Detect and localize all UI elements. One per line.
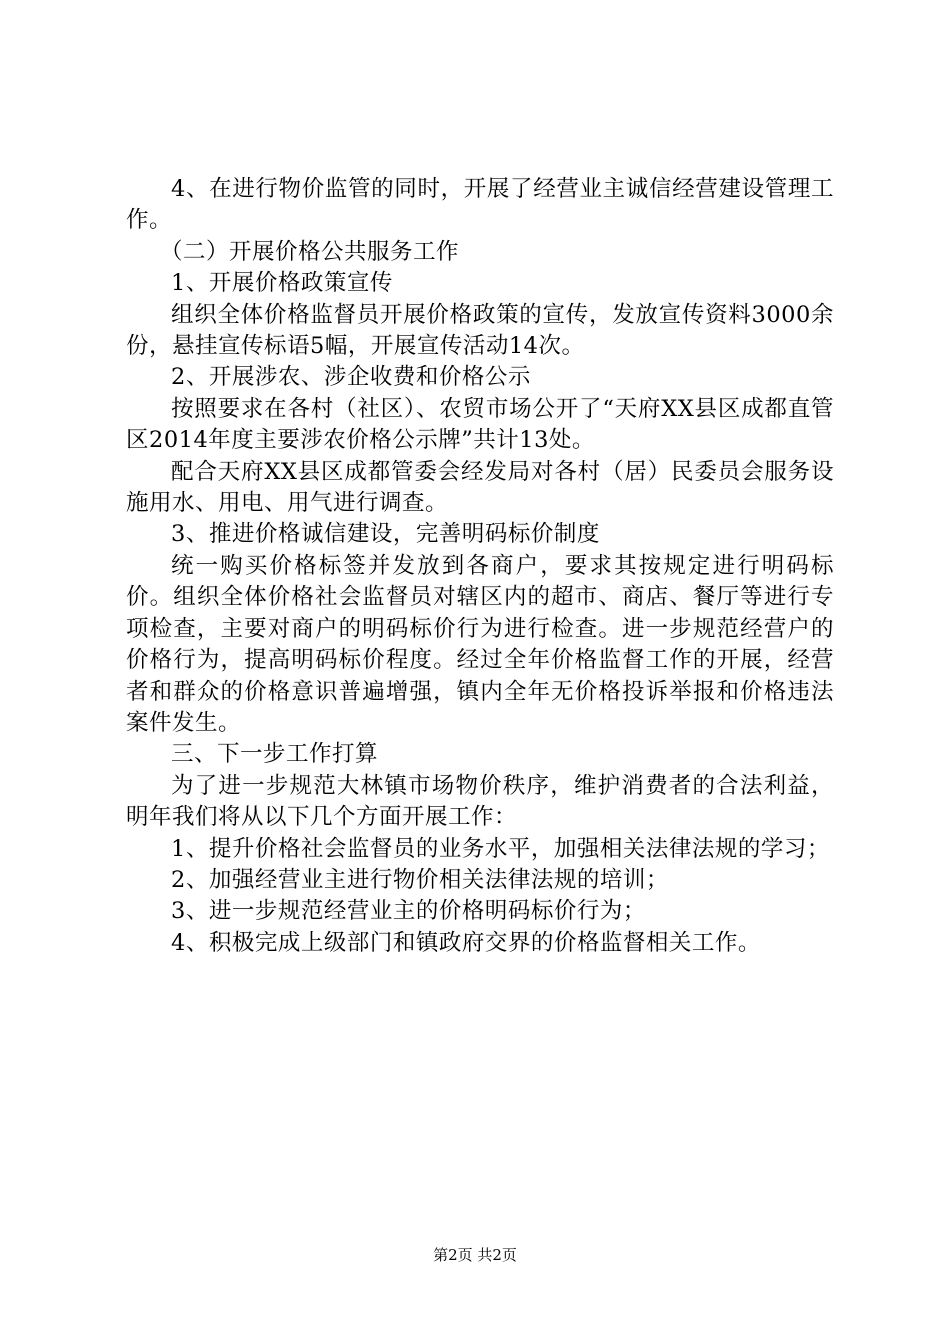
subheading-price-integrity: 3、推进价格诚信建设，完善明码标价制度 [171, 521, 600, 548]
paragraph-credit-management: 4、在进行物价监管的同时，开展了经营业主诚信经营建设管理工作。 [126, 176, 834, 234]
section-heading-public-service: （二）开展价格公共服务工作 [160, 238, 460, 265]
list-item-next-step-3: 3、进一步规范经营业主的价格明码标价行为； [171, 898, 646, 925]
document-body [126, 174, 834, 959]
list-item-next-step-2: 2、加强经营业主进行物价相关法律法规的培训； [171, 866, 669, 893]
paragraph-policy-publicity: 组织全体价格监督员开展价格政策的宣传，发放宣传资料3000余份，悬挂宣传标语5幅，开展宣传活动14次。 [126, 301, 834, 360]
paragraph-fee-disclosure: 按照要求在各村（社区）、农贸市场公开了“天府XX县区成都直管区2014年度主要涉农价格公示牌”共计13处。 [126, 395, 834, 454]
subheading-fee-disclosure: 2、开展涉农、涉企收费和价格公示 [171, 364, 531, 391]
list-item-next-step-1: 1、提升价格社会监督员的业务水平，加强相关法律法规的学习； [171, 835, 830, 862]
subheading-policy-publicity: 1、开展价格政策宣传 [171, 270, 393, 297]
paragraph-next-steps-intro: 为了进一步规范大林镇市场物价秩序，维护消费者的合法利益，明年我们将从以下几个方面开展工作： [126, 772, 834, 831]
paragraph-utility-survey: 配合天府XX县区成都管委会经发局对各村（居）民委员会服务设施用水、用电、用气进行调查。 [126, 458, 834, 517]
paragraph-price-integrity: 统一购买价格标签并发放到各商户，要求其按规定进行明码标价。组织全体价格社会监督员对辖区内的超市、商店、餐厅等进行专项检查，主要对商户的明码标价行为进行检查。进一步规范经营户的价格行为，提高明码标价程度。经过全年价格监督工作的开展，经营者和群众的价格意识普遍增强，镇内全年无价格投诉举报和价格违法案件发生。 [126, 552, 834, 736]
section-heading-next-steps: 三、下一步工作打算 [171, 741, 379, 768]
list-item-next-step-4: 4、积极完成上级部门和镇政府交界的价格监督相关工作。 [171, 929, 761, 956]
page-number-footer: 第2页 共2页 [433, 1246, 517, 1264]
